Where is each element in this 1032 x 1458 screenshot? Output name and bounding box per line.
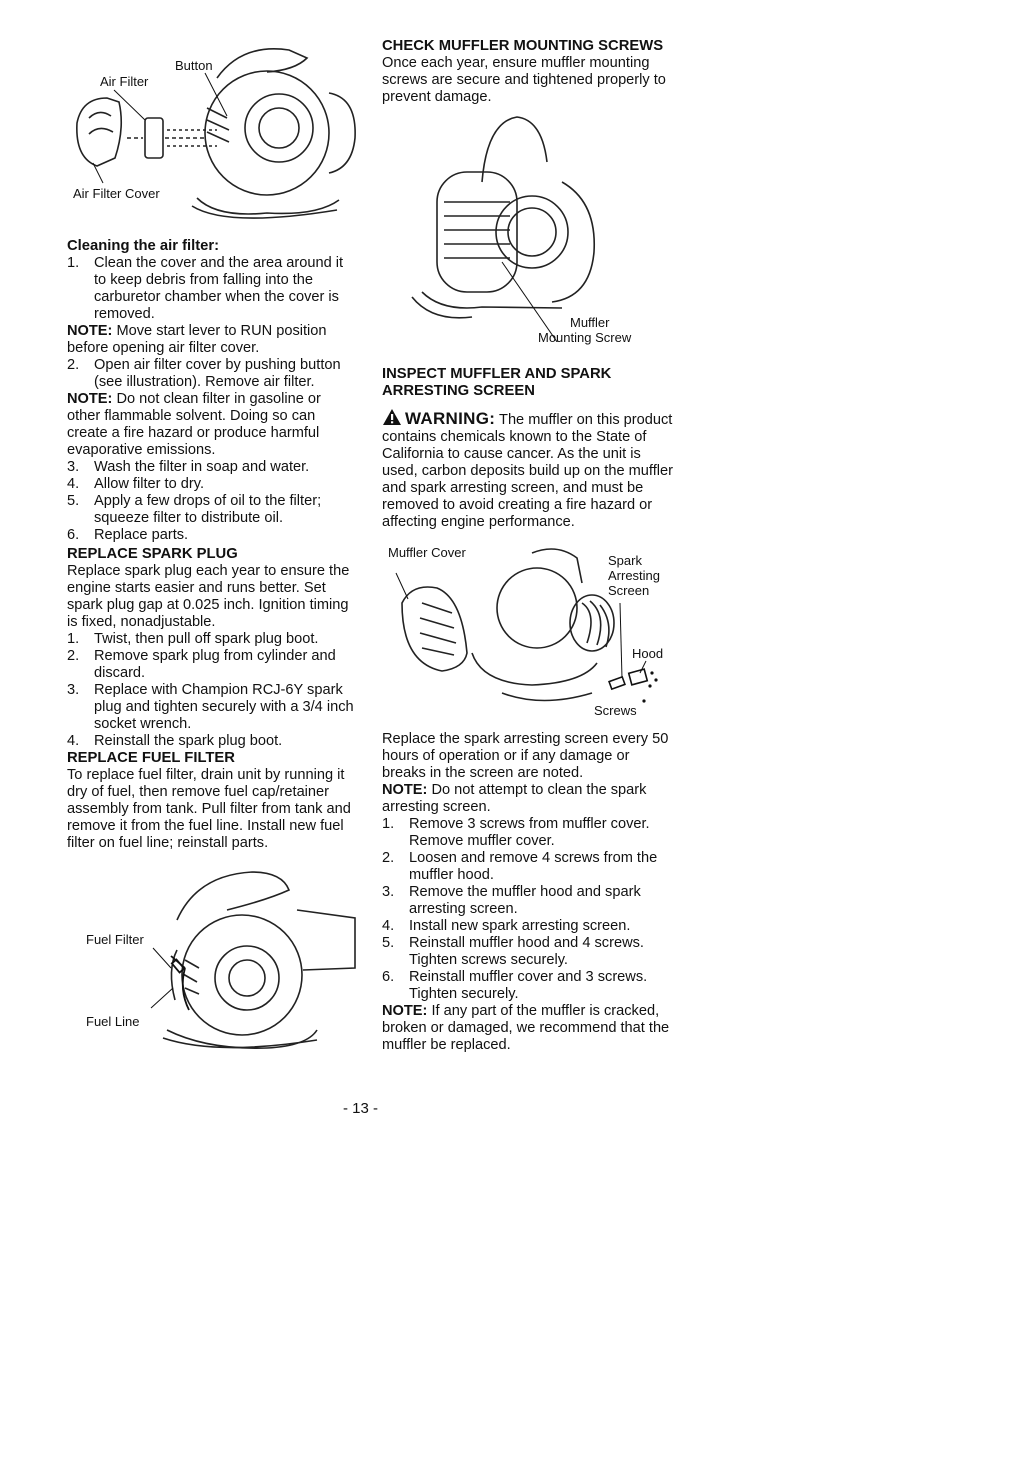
step-number: 2. xyxy=(67,648,80,664)
list-item xyxy=(67,459,357,476)
warning-text: The muffler on this product contains chemicals known to the State of California to cause cancer. As the unit is used, carbon deposits build up on the muffler and spark arresting screen, and must be removed to avoid creating a fire hazard or affecting engine performance. xyxy=(382,412,673,530)
step-text: Reinstall muffler hood and 4 screws. Tighten screws securely. xyxy=(409,935,644,968)
step-number: 5. xyxy=(67,493,80,509)
step-text: Replace with Champion RCJ-6Y spark plug and tighten securely with a 3/4 inch socket wrench. xyxy=(94,682,354,732)
step-number: 6. xyxy=(382,969,395,985)
note xyxy=(382,1003,674,1054)
step-number: 1. xyxy=(67,255,80,271)
note-text: Do not attempt to clean the spark arresting screen. xyxy=(382,782,647,815)
list-item xyxy=(67,733,357,750)
muffler-label: Muffler xyxy=(570,315,610,330)
hood-label: Hood xyxy=(632,646,664,661)
spark-plug-heading: REPLACE SPARK PLUG xyxy=(67,546,238,562)
inspect-heading: INSPECT MUFFLER AND SPARK ARRESTING SCREEN xyxy=(382,366,612,399)
muffler-figure xyxy=(382,112,674,345)
list-item xyxy=(67,255,357,323)
right-column xyxy=(382,38,674,1054)
step-number: 1. xyxy=(67,631,80,647)
list-item xyxy=(67,357,357,391)
step-text: Open air filter cover by pushing button (see illustration). Remove air filter. xyxy=(94,357,341,390)
list-item xyxy=(67,648,357,682)
fuel-filter-figure xyxy=(67,860,357,1050)
page-number: - 13 - xyxy=(343,1100,379,1117)
list-item xyxy=(382,969,674,1003)
warning xyxy=(382,408,674,531)
button-label: Button xyxy=(175,58,213,73)
fuel-line-label: Fuel Line xyxy=(86,1014,140,1029)
step-number: 4. xyxy=(382,918,395,934)
muffler-illustration xyxy=(382,112,674,342)
note-text: Do not clean filter in gasoline or other flammable solvent. Doing so can create a fire hazard or produce harmful evaporative emissions. xyxy=(67,391,321,458)
note xyxy=(382,782,674,816)
fuel-filter-label: Fuel Filter xyxy=(86,932,144,947)
list-item xyxy=(67,493,357,527)
step-number: 3. xyxy=(382,884,395,900)
left-column xyxy=(67,38,357,1050)
step-text: Install new spark arresting screen. xyxy=(409,918,631,934)
air-filter-figure xyxy=(67,38,357,228)
list-item xyxy=(67,631,357,648)
muffler-screws-heading: CHECK MUFFLER MOUNTING SCREWS xyxy=(382,38,664,54)
air-filter-label: Air Filter xyxy=(100,74,149,89)
muffler-cover-label: Muffler Cover xyxy=(388,545,466,560)
step-number: 4. xyxy=(67,476,80,492)
list-item xyxy=(382,850,674,884)
step-text: Replace parts. xyxy=(94,527,189,543)
step-number: 2. xyxy=(382,850,395,866)
step-number: 2. xyxy=(67,357,80,373)
note-label: NOTE: xyxy=(67,391,113,407)
spark-label: Spark xyxy=(608,553,642,568)
warning-icon xyxy=(382,408,402,426)
list-item xyxy=(382,884,674,918)
step-text: Allow filter to dry. xyxy=(94,476,205,492)
list-item xyxy=(382,816,674,850)
warning-label: WARNING: xyxy=(405,409,496,428)
step-number: 3. xyxy=(67,459,80,475)
screen-replace-text: Replace the spark arresting screen every 50 hours of operation or if any damage or breaks in the screen are noted. xyxy=(382,731,669,781)
list-item xyxy=(67,476,357,493)
note-text: If any part of the muffler is cracked, broken or damaged, we recommend that the muffler be replaced. xyxy=(382,1003,670,1053)
screen-label: Screen xyxy=(608,583,650,598)
step-number: 3. xyxy=(67,682,80,698)
list-item xyxy=(382,918,674,935)
step-text: Loosen and remove 4 screws from the muffler hood. xyxy=(409,850,658,883)
step-text: Reinstall muffler cover and 3 screws. Tighten securely. xyxy=(409,969,648,1002)
air-filter-cover-label: Air Filter Cover xyxy=(73,186,160,201)
step-text: Remove the muffler hood and spark arresting screen. xyxy=(409,884,641,917)
list-item xyxy=(67,527,357,544)
step-number: 5. xyxy=(382,935,395,951)
step-text: Remove spark plug from cylinder and discard. xyxy=(94,648,336,681)
step-text: Remove 3 screws from muffler cover. Remove muffler cover. xyxy=(409,816,650,849)
step-text: Clean the cover and the area around it to keep debris from falling into the carburetor chamber when the cover is removed. xyxy=(94,255,344,322)
step-text: Twist, then pull off spark plug boot. xyxy=(94,631,319,647)
list-item xyxy=(382,935,674,969)
step-number: 4. xyxy=(67,733,80,749)
screws-label: Screws xyxy=(594,703,637,718)
list-item xyxy=(67,682,357,733)
note xyxy=(67,323,357,357)
step-text: Apply a few drops of oil to the filter; squeeze filter to distribute oil. xyxy=(94,493,322,526)
spark-screen-figure xyxy=(382,543,674,723)
note-label: NOTE: xyxy=(382,782,428,798)
step-text: Reinstall the spark plug boot. xyxy=(94,733,283,749)
mounting-screw-label: Mounting Screw xyxy=(538,330,632,345)
muffler-screws-text: Once each year, ensure muffler mounting screws are secure and tightened properly to prevent damage. xyxy=(382,55,666,105)
step-text: Wash the filter in soap and water. xyxy=(94,459,310,475)
note xyxy=(67,391,357,459)
fuel-filter-heading: REPLACE FUEL FILTER xyxy=(67,750,235,766)
step-number: 1. xyxy=(382,816,395,832)
step-number: 6. xyxy=(67,527,80,543)
fuel-filter-text: To replace fuel filter, drain unit by running it dry of fuel, then remove fuel cap/retainer assembly from tank. Pull filter from tank and remove it from the fuel line. Install new fuel filter on fuel line; reinstall parts. xyxy=(67,767,351,851)
arresting-label: Arresting xyxy=(608,568,661,583)
note-text: Move start lever to RUN position before opening air filter cover. xyxy=(67,323,327,356)
note-label: NOTE: xyxy=(382,1003,428,1019)
note-label: NOTE: xyxy=(67,323,113,339)
spark-plug-intro: Replace spark plug each year to ensure the engine starts easier and runs better. Set spark plug gap at 0.025 inch. Ignition timing is fixed, nonadjustable. xyxy=(67,563,350,630)
cleaning-heading: Cleaning the air filter: xyxy=(67,238,220,254)
